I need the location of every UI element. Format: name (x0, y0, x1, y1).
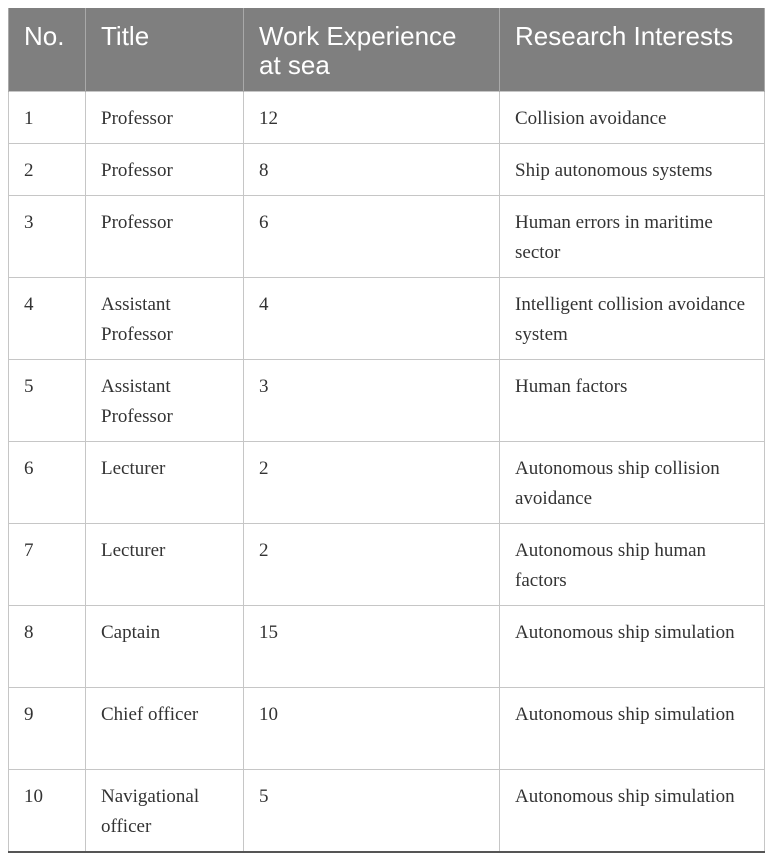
cell-interests: Autonomous ship simulation (500, 688, 765, 770)
cell-experience: 4 (244, 278, 500, 360)
table-row (9, 144, 765, 196)
cell-interests: Autonomous ship simulation (500, 770, 765, 852)
cell-experience: 2 (244, 442, 500, 524)
cell-interests: Autonomous ship collision avoidance (500, 442, 765, 524)
cell-title: Lecturer (86, 442, 244, 524)
table-row (9, 606, 765, 688)
cell-interests: Autonomous ship simulation (500, 606, 765, 688)
cell-title: Assistant Professor (86, 360, 244, 442)
cell-interests: Collision avoidance (500, 92, 765, 144)
cell-title: Lecturer (86, 524, 244, 606)
cell-no: 7 (9, 524, 86, 606)
cell-experience: 8 (244, 144, 500, 196)
cell-interests: Ship autonomous systems (500, 144, 765, 196)
cell-title: Captain (86, 606, 244, 688)
cell-no: 4 (9, 278, 86, 360)
cell-experience: 12 (244, 92, 500, 144)
table-row (9, 442, 765, 524)
cell-no: 6 (9, 442, 86, 524)
cell-experience: 15 (244, 606, 500, 688)
header-research-interests: Research Interests (500, 8, 765, 92)
cell-no: 9 (9, 688, 86, 770)
header-row (9, 8, 765, 92)
table-row (9, 524, 765, 606)
table-row (9, 92, 765, 144)
cell-title: Navigational officer (86, 770, 244, 852)
cell-title: Chief officer (86, 688, 244, 770)
cell-title: Assistant Professor (86, 278, 244, 360)
cell-interests: Autonomous ship human factors (500, 524, 765, 606)
table-body (9, 92, 765, 852)
cell-interests: Human factors (500, 360, 765, 442)
cell-no: 1 (9, 92, 86, 144)
header-work-experience: Work Experience at sea (244, 8, 500, 92)
cell-experience: 10 (244, 688, 500, 770)
cell-no: 5 (9, 360, 86, 442)
table-row (9, 688, 765, 770)
cell-experience: 3 (244, 360, 500, 442)
table-row (9, 278, 765, 360)
cell-no: 3 (9, 196, 86, 278)
cell-no: 8 (9, 606, 86, 688)
cell-title: Professor (86, 196, 244, 278)
cell-no: 2 (9, 144, 86, 196)
table-row (9, 770, 765, 852)
cell-interests: Human errors in maritime sector (500, 196, 765, 278)
table-header (9, 8, 765, 92)
table-container (8, 8, 765, 853)
header-title: Title (86, 8, 244, 92)
table-row (9, 196, 765, 278)
cell-experience: 6 (244, 196, 500, 278)
cell-interests: Intelligent collision avoidance system (500, 278, 765, 360)
cell-experience: 2 (244, 524, 500, 606)
header-no: No. (9, 8, 86, 92)
expert-table (8, 8, 765, 853)
cell-no: 10 (9, 770, 86, 852)
cell-experience: 5 (244, 770, 500, 852)
table-row (9, 360, 765, 442)
cell-title: Professor (86, 92, 244, 144)
cell-title: Professor (86, 144, 244, 196)
